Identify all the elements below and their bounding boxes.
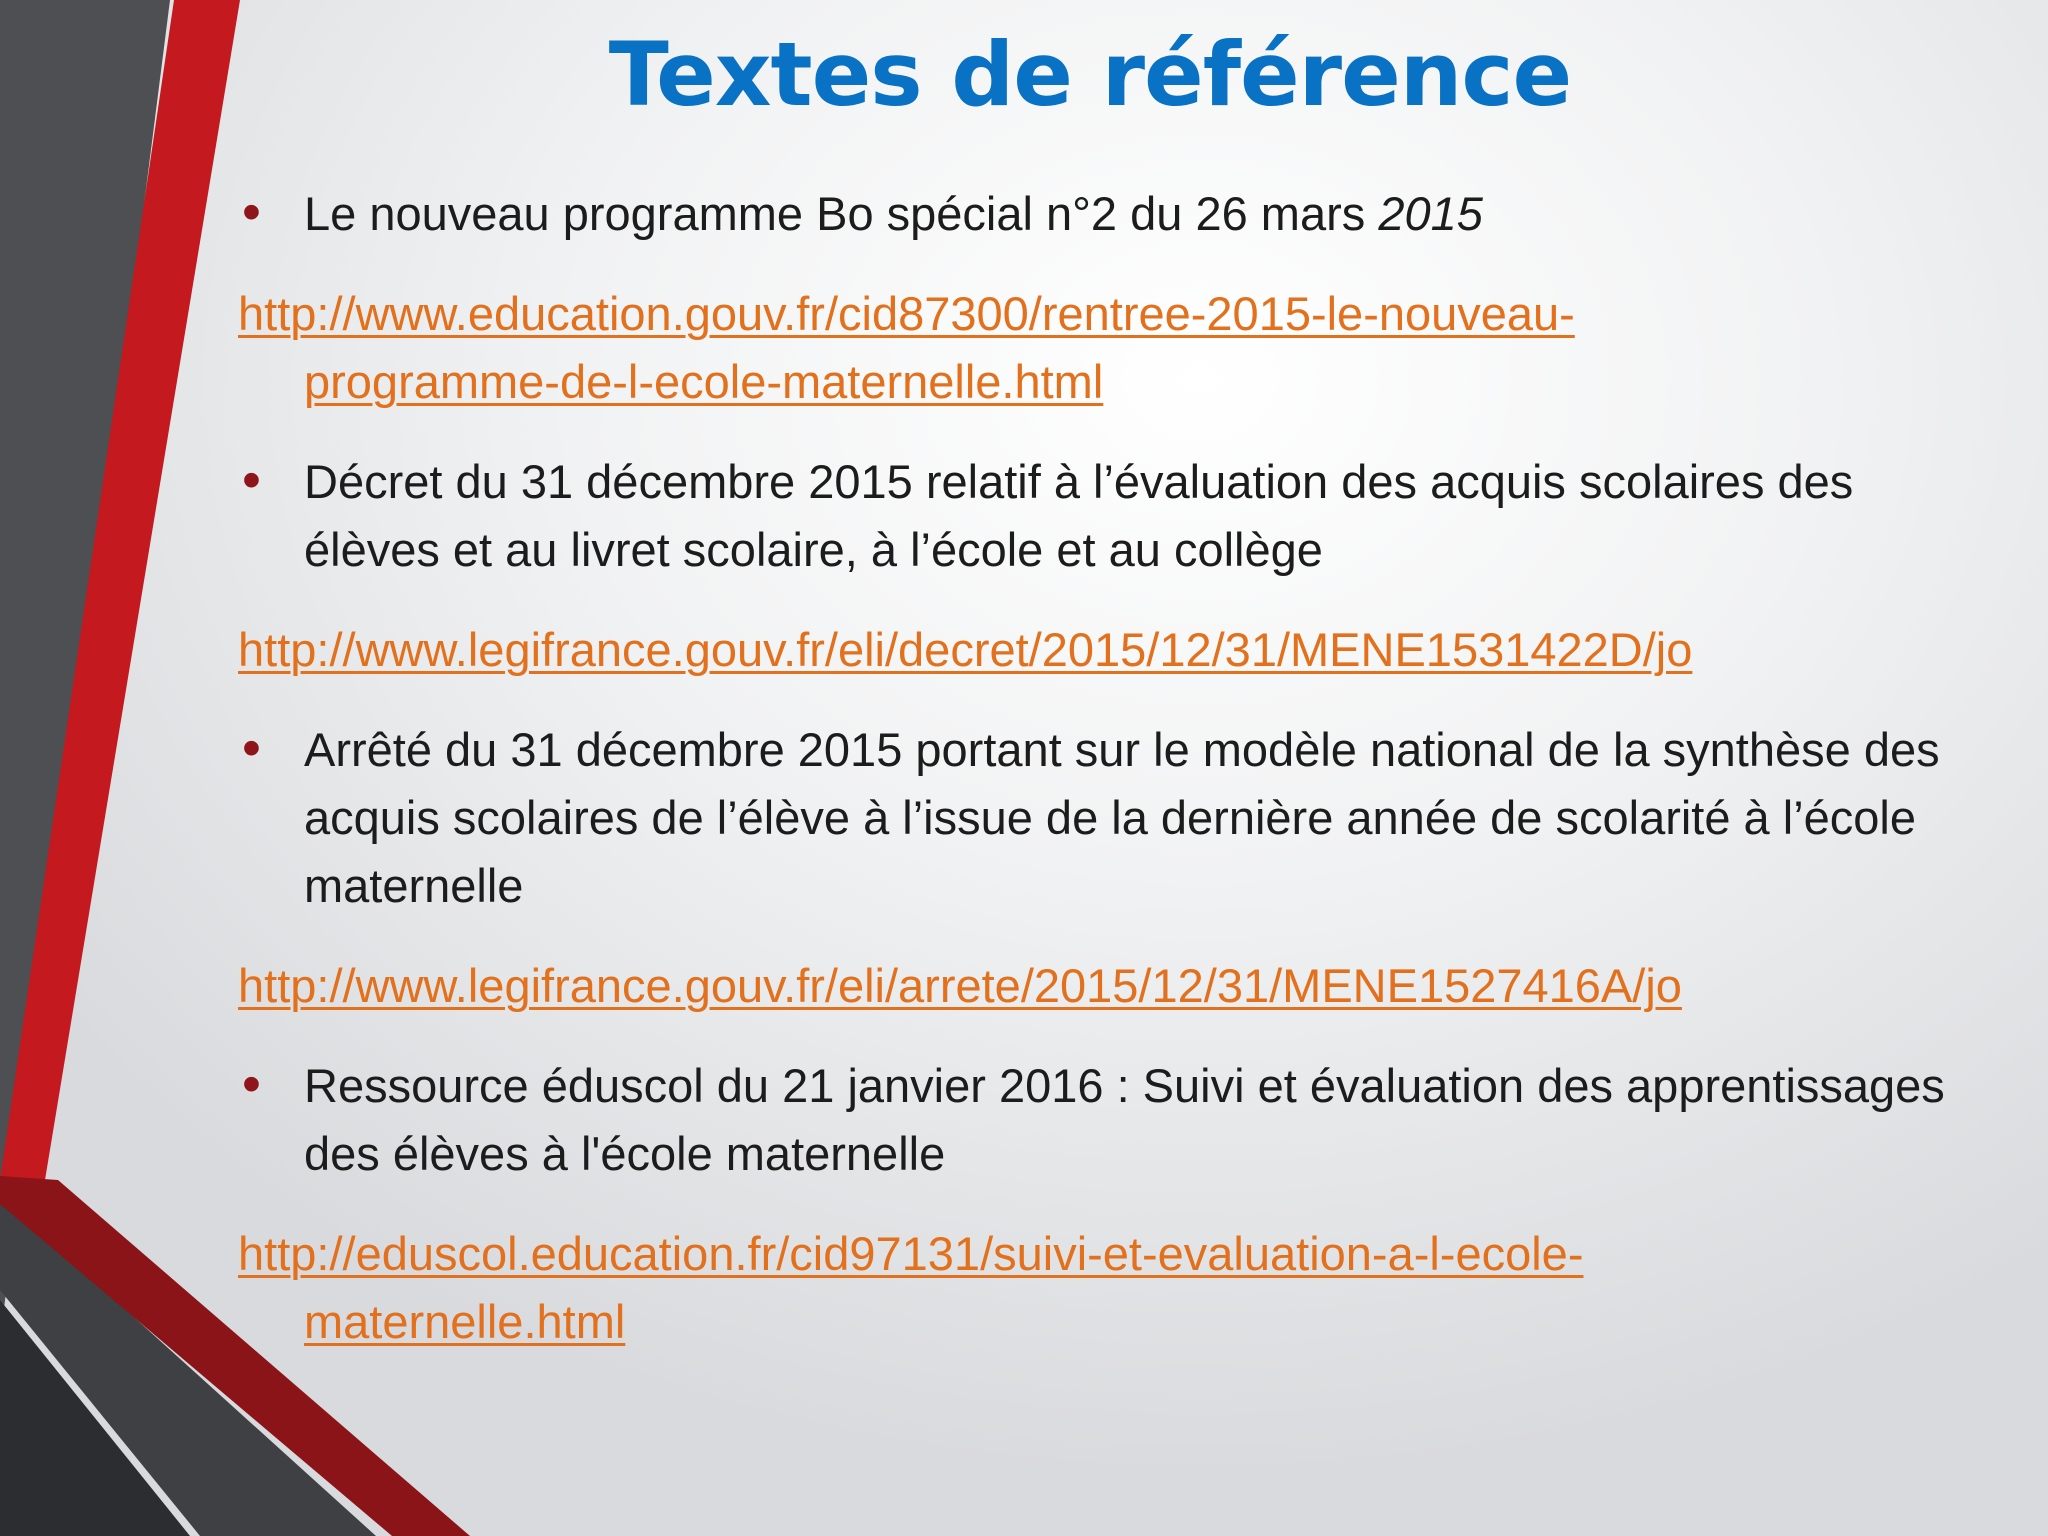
reference-list [238, 180, 1978, 1388]
reference-item-decret [238, 448, 1978, 584]
slide-title: Textes de référence [608, 23, 1572, 126]
link-eduscol-url[interactable]: http://eduscol.education.fr/cid97131/suivi-et-evaluation-a-l-ecole- [238, 1227, 1584, 1280]
reference-text-year: 2015 [1378, 187, 1483, 240]
link-decret-url[interactable]: http://www.legifrance.gouv.fr/eli/decret/2015/12/31/MENE1531422D/jo [238, 623, 1693, 676]
reference-item-programme [238, 180, 1978, 248]
link-programme-url[interactable]: http://www.education.gouv.fr/cid87300/rentree-2015-le-nouveau- [238, 287, 1575, 340]
round-bullet-icon: • [242, 1054, 261, 1114]
reference-item-arrete [238, 716, 1978, 920]
link-programme-url-continued[interactable]: programme-de-l-ecole-maternelle.html [304, 355, 1104, 408]
reference-link-eduscol [238, 1220, 1978, 1356]
reference-link-arrete [238, 952, 1978, 1020]
round-bullet-icon: • [242, 182, 261, 242]
reference-text: Le nouveau programme Bo spécial n°2 du 26 mars [304, 187, 1379, 240]
reference-text: Arrêté du 31 décembre 2015 portant sur le modèle national de la synthèse des acquis scolaires de l’élève à l’issue de la dernière année de scolarité à l’école maternelle [304, 723, 1940, 912]
round-bullet-icon: • [242, 718, 261, 778]
round-bullet-icon: • [242, 450, 261, 510]
reference-text: Ressource éduscol du 21 janvier 2016 : Suivi et évaluation des apprentissages des élèves à l'école maternelle [304, 1059, 1945, 1180]
reference-link-decret [238, 616, 1978, 684]
link-arrete-url[interactable]: http://www.legifrance.gouv.fr/eli/arrete/2015/12/31/MENE1527416A/jo [238, 959, 1682, 1012]
reference-item-eduscol [238, 1052, 1978, 1188]
link-eduscol-url-continued[interactable]: maternelle.html [304, 1295, 626, 1348]
reference-text: Décret du 31 décembre 2015 relatif à l’évaluation des acquis scolaires des élèves et au livret scolaire, à l’école et au collège [304, 455, 1854, 576]
reference-link-programme [238, 280, 1978, 416]
